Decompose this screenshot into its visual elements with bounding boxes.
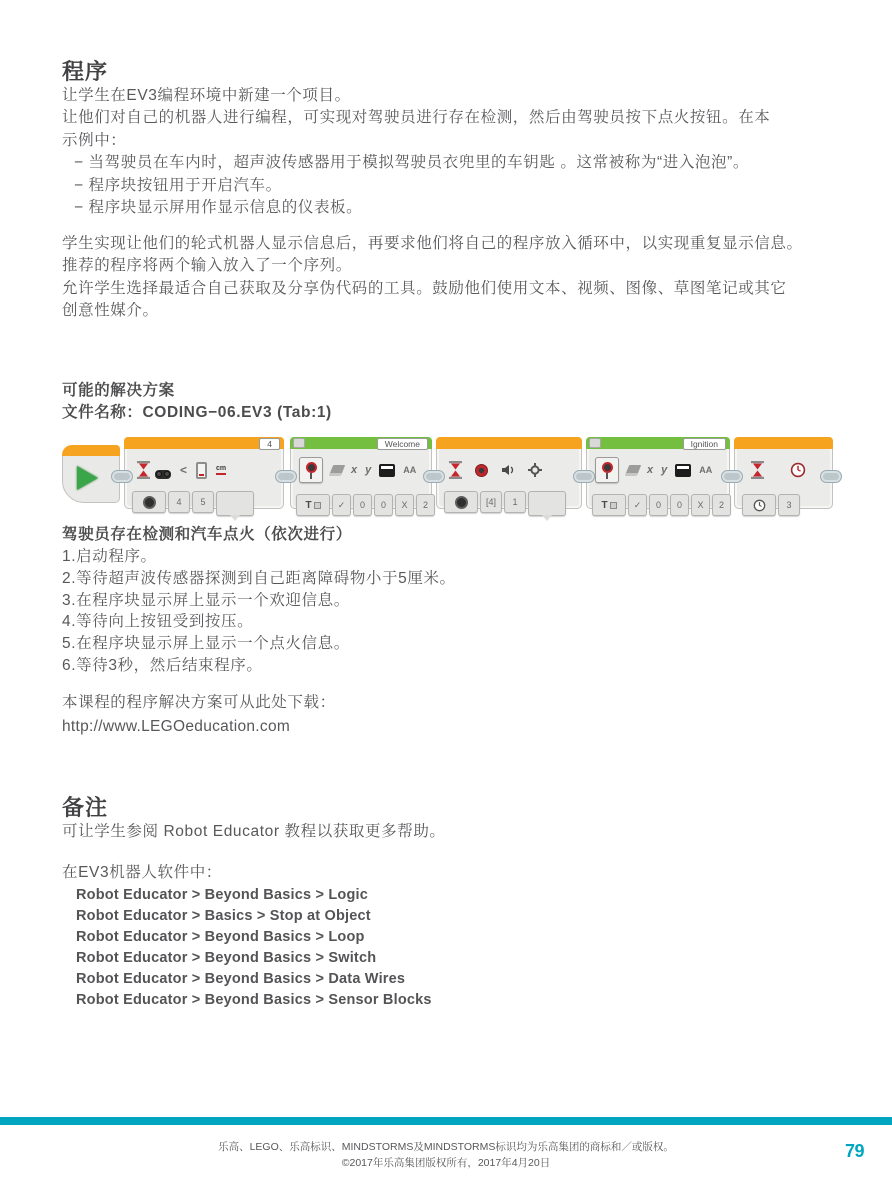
paragraph-line: 创意性媒介。 — [62, 302, 159, 320]
brick-status-icon — [595, 457, 619, 483]
value-tab: [4] — [480, 491, 502, 513]
program-intro — [62, 85, 770, 219]
grid-icon — [314, 502, 321, 509]
menu-path: Robot Educator > Basics > Stop at Object — [76, 908, 371, 924]
section-title-notes: 备注 — [62, 795, 109, 820]
blank-tab — [216, 491, 254, 516]
hourglass-icon — [449, 461, 462, 479]
ev3-program-image — [62, 437, 833, 517]
display-block-header — [290, 437, 432, 449]
display-block-header — [586, 437, 730, 449]
step-item: 2.等待超声波传感器探测到自己距离障碍物小于5厘米。 — [62, 569, 456, 587]
download-link[interactable]: http://www.LEGOeducation.com — [62, 718, 291, 735]
steps-heading: 驾驶员存在检测和汽车点火（依次进行） — [62, 526, 352, 543]
y-coordinate-label: y — [661, 464, 668, 476]
text-mode-tab: T — [296, 494, 330, 516]
menu-path: Robot Educator > Beyond Basics > Loop — [76, 929, 365, 945]
download-text: 本课程的程序解决方案可从此处下载： — [62, 694, 336, 711]
paragraph-line: 推荐的程序将两个输入放入了一个序列。 — [62, 257, 352, 275]
paragraph-line: 让学生在EV3编程环境中新建一个项目。 — [62, 87, 351, 104]
value-tab: 0 — [670, 494, 689, 516]
steps-list — [62, 546, 456, 677]
screen-icon — [675, 464, 691, 477]
sequence-connector — [423, 470, 445, 483]
header-text-tag: Welcome — [377, 438, 428, 450]
play-icon — [77, 466, 98, 490]
value-tab: X — [395, 494, 414, 516]
brick-button-icon — [475, 464, 488, 477]
dial-icon — [143, 496, 156, 509]
section-title-program: 程序 — [62, 59, 109, 84]
sequence-connector — [573, 470, 595, 483]
step-item: 3.在程序块显示屏上显示一个欢迎信息。 — [62, 591, 350, 609]
font-size-label: AA — [699, 465, 713, 475]
footer-accent-bar — [0, 1117, 892, 1125]
menu-path: Robot Educator > Beyond Basics > Logic — [76, 887, 369, 903]
wait-time-block — [734, 437, 833, 509]
menu-path: Robot Educator > Beyond Basics > Sensor Blocks — [76, 992, 432, 1008]
paragraph-line: 示例中： — [62, 131, 127, 149]
display-ignition-block — [586, 437, 730, 509]
paragraph-line: 学生实现让他们的轮式机器人显示信息后，再要求他们将自己的程序放入循环中，以实现重复显示信息。 — [62, 235, 803, 252]
port-selector-tab — [132, 491, 166, 513]
copyright-line: 乐高、LEGO、乐高标识、MINDSTORMS及MINDSTORMS标识均为乐高集团的商标和／或版权。 — [218, 1141, 674, 1153]
less-than-symbol: < — [180, 463, 188, 477]
header-text-tag: Ignition — [683, 438, 726, 450]
wait-block-header — [436, 437, 582, 449]
port-selector-tab — [444, 491, 478, 513]
paragraph-line: 让他们对自己的机器人进行编程，可实现对驾驶员进行存在检测，然后由驾驶员按下点火按钮。在本 — [62, 109, 771, 127]
grid-icon — [610, 502, 617, 509]
value-tab: 0 — [353, 494, 372, 516]
sequence-connector — [721, 470, 743, 483]
hourglass-icon — [751, 461, 764, 479]
notes-line1: 可让学生参阅 Robot Educator 教程以获取更多帮助。 — [62, 823, 446, 840]
value-tab: 0 — [374, 494, 393, 516]
value-tab: 1 — [504, 491, 526, 513]
speaker-icon — [501, 463, 515, 477]
blank-tab — [528, 491, 566, 516]
clock-icon — [753, 499, 766, 512]
step-item: 6.等待3秒，然后结束程序。 — [62, 656, 263, 674]
step-item: 4.等待向上按钮受到按压。 — [62, 613, 254, 631]
solution-heading: 可能的解决方案 — [62, 382, 175, 399]
value-tab: 5 — [192, 491, 214, 513]
ultrasonic-sensor-icon — [155, 470, 171, 479]
value-tab: 3 — [778, 494, 800, 516]
robot-educator-paths — [62, 885, 432, 1011]
screen-icon — [379, 464, 395, 477]
dial-icon — [455, 496, 468, 509]
page-number: 79 — [844, 1141, 864, 1161]
clock-icon — [790, 462, 806, 478]
paragraph-line: 允许学生选择最适合自己获取及分享伪代码的工具。鼓励他们使用文本、视频、图像、草图笔记或其它 — [62, 279, 787, 297]
wait-block-header — [734, 437, 833, 449]
step-item: 1.启动程序。 — [62, 548, 157, 565]
notes-line2: 在EV3机器人软件中： — [62, 864, 222, 881]
distance-panel-icon — [196, 462, 207, 479]
font-size-label: AA — [403, 465, 417, 475]
clock-mode-tab — [742, 494, 776, 516]
wait-block-header — [124, 437, 284, 449]
text-mode-tab: T — [592, 494, 626, 516]
start-block-header — [62, 445, 120, 456]
wait-button-block — [436, 437, 582, 509]
display-mode-mini-icon — [293, 438, 305, 448]
value-tab: 2 — [416, 494, 435, 516]
cm-unit-icon: cm — [216, 465, 226, 475]
gear-icon — [528, 463, 542, 477]
brick-status-icon — [299, 457, 323, 483]
bullet-item: − 程序块显示屏用作显示信息的仪表板。 — [74, 199, 363, 217]
value-tab: 0 — [649, 494, 668, 516]
sequence-connector — [111, 470, 133, 483]
y-coordinate-label: y — [365, 464, 372, 476]
sequence-connector-end — [820, 470, 842, 483]
solution-file-name: 文件名称：CODING−06.EV3 (Tab:1) — [62, 404, 332, 421]
bullet-item: − 程序块按钮用于开启汽车。 — [74, 176, 282, 194]
footer-copyright — [0, 1140, 892, 1171]
menu-path: Robot Educator > Beyond Basics > Switch — [76, 950, 377, 966]
display-welcome-block — [290, 437, 432, 509]
sequence-connector — [275, 470, 297, 483]
program-detail — [62, 233, 803, 323]
value-tab: ✓ — [628, 494, 647, 516]
x-coordinate-label: x — [351, 464, 358, 476]
value-tab: ✓ — [332, 494, 351, 516]
value-tab: 4 — [168, 491, 190, 513]
eraser-icon — [625, 465, 641, 476]
display-mode-mini-icon — [589, 438, 601, 448]
menu-path: Robot Educator > Beyond Basics > Data Wires — [76, 971, 406, 987]
eraser-icon — [329, 465, 345, 476]
value-tab: X — [691, 494, 710, 516]
value-tab: 2 — [712, 494, 731, 516]
download-section — [62, 691, 336, 739]
hourglass-icon — [137, 461, 150, 479]
bullet-item: − 当驾驶员在车内时，超声波传感器用于模拟驾驶员衣兜里的车钥匙 。这常被称为“进入泡泡”。 — [74, 154, 749, 172]
header-value-tag: 4 — [259, 438, 280, 450]
wait-ultrasonic-block — [124, 437, 284, 509]
x-coordinate-label: x — [647, 464, 654, 476]
copyright-line: ©2017年乐高集团版权所有，2017年4月20日 — [341, 1156, 551, 1169]
step-item: 5.在程序块显示屏上显示一个点火信息。 — [62, 635, 350, 653]
